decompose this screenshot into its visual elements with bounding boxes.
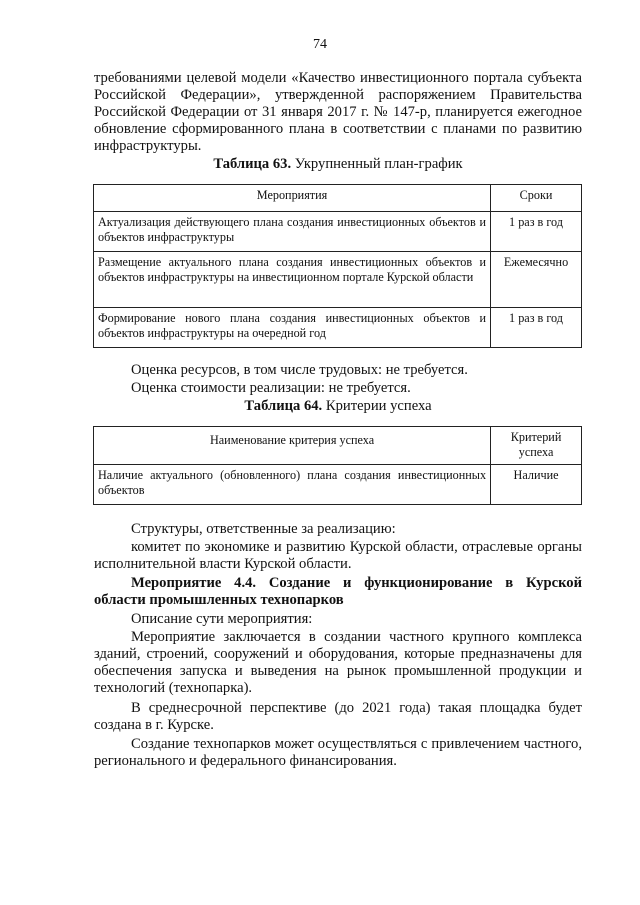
resources-line: Оценка ресурсов, в том числе трудовых: не требуется. xyxy=(131,362,468,378)
table-row xyxy=(94,308,582,348)
table64-caption xyxy=(94,398,582,415)
table64-header-criterion: Наименование критерия успеха xyxy=(94,427,491,465)
responsible-heading: Структуры, ответственные за реализацию: xyxy=(131,521,396,537)
description-paragraph-3: Создание технопарков может осуществляться с привлечением частного, регионального и федерального финансирования. xyxy=(94,736,582,769)
table-63 xyxy=(93,184,582,348)
table63-term-cell: 1 раз в год xyxy=(491,212,582,252)
table64-caption-title: Критерии успеха xyxy=(322,398,432,414)
description-paragraph-2: В среднесрочной перспективе (до 2021 года) такая площадка будет создана в г. Курске. xyxy=(94,700,582,733)
table64-header-value: Критерий успеха xyxy=(491,427,582,465)
description-heading: Описание сути мероприятия: xyxy=(131,611,313,627)
table63-event-cell: Актуализация действующего плана создания инвестиционных объектов и объектов инфраструктуры xyxy=(94,212,491,252)
table64-value-cell: Наличие xyxy=(491,465,582,505)
table63-header-terms: Сроки xyxy=(491,185,582,212)
table63-header-row xyxy=(94,185,582,212)
table64-header-row xyxy=(94,427,582,465)
intro-paragraph: требованиями целевой модели «Качество инвестиционного портала субъекта Российской Федерации», утвержденной распоряжением Правительства Российской Федерации от 31 января 2017 г. № 147-р, планируется ежегодное обновление сформированного плана в соответствии с планами по развитию инфраструктуры. xyxy=(94,70,582,154)
cost-line: Оценка стоимости реализации: не требуется. xyxy=(131,380,411,396)
table-row xyxy=(94,212,582,252)
table63-event-cell: Формирование нового плана создания инвестиционных объектов и объектов инфраструктуры на очередной год xyxy=(94,308,491,348)
table63-event-cell: Размещение актуального плана создания инвестиционных объектов и объектов инфраструктуры на инвестиционном портале Курской области xyxy=(94,252,491,308)
table64-criterion-cell: Наличие актуального (обновленного) плана создания инвестиционных объектов xyxy=(94,465,491,505)
section-heading: Мероприятие 4.4. Создание и функционирование в Курской области промышленных технопарков xyxy=(94,575,582,608)
table63-caption-number: Таблица 63. xyxy=(213,156,292,172)
responsible-text: комитет по экономике и развитию Курской области, отраслевые органы исполнительной власти Курской области. xyxy=(94,539,582,572)
table-row xyxy=(94,465,582,505)
table63-caption xyxy=(94,156,582,173)
description-paragraph-1: Мероприятие заключается в создании частного крупного комплекса зданий, строений, сооружений и оборудования, которые предназначены для обеспечения запуска и выведения на рынок промышленной продукции и технологий (технопарка). xyxy=(94,629,582,696)
table-row xyxy=(94,252,582,308)
page-number: 74 xyxy=(313,37,327,52)
table-64 xyxy=(93,426,582,505)
table63-header-events: Мероприятия xyxy=(94,185,491,212)
table64-caption-number: Таблица 64. xyxy=(244,398,323,414)
table63-term-cell: 1 раз в год xyxy=(491,308,582,348)
table63-term-cell: Ежемесячно xyxy=(491,252,582,308)
table63-caption-title: Укрупненный план-график xyxy=(291,156,463,172)
